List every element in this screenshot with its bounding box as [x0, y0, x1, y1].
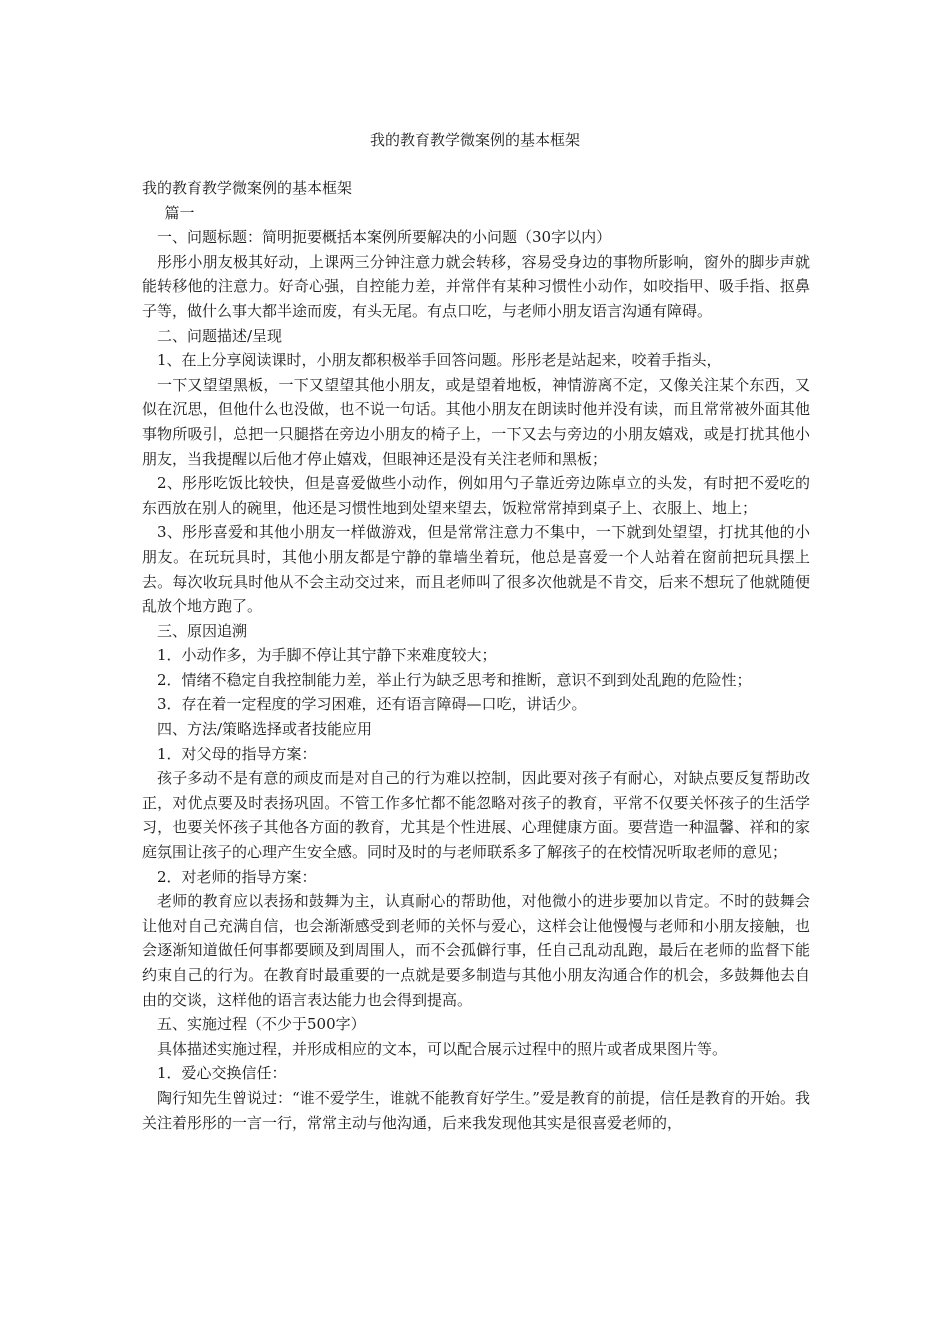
section-5-heading: 五、实施过程（不少于500字） — [157, 1015, 366, 1034]
section-4-heading: 四、方法/策略选择或者技能应用 — [157, 720, 373, 739]
document-title: 我的教育教学微案例的基本框架 — [369, 131, 580, 149]
section-2-paragraph-2: 一下又望望黑板，一下又望望其他小朋友，或是望着地板，神情游离不定，又像关注某个东西，又似在沉思，但他什么也没做，也不说一句话。其他小朋友在朗读时他并没有读，而且常常被外面其他事物所吸引，总把一只腿搭在旁边小朋友的椅子上，一下又去与旁边的小朋友嬉戏，或是打扰其他小朋友，当我提醒以后他才停止嬉戏，但眼神还是没有关注老师和黑板； — [142, 375, 810, 468]
section-2-paragraph-1: 1、在上分享阅读课时，小朋友都积极举手回答问题。彤彤老是站起来，咬着手指头， — [157, 351, 722, 370]
document-heading: 我的教育教学微案例的基本框架 — [142, 179, 353, 197]
part-label: 篇一 — [164, 203, 195, 222]
section-5-paragraph-2: 陶行知先生曾说过：“谁不爱学生，谁就不能教育好学生。”爱是教育的前提，信任是教育的开始。我关注着彤彤的一言一行，常常主动与他沟通，后来我发现他其实是很喜爱老师的， — [142, 1088, 810, 1132]
section-3-item-3: 3．存在着一定程度的学习困难，还有语言障碍—口吃，讲话少。 — [157, 695, 587, 714]
section-5-subheading-1: 1．爱心交换信任： — [157, 1064, 287, 1083]
section-1-heading: 一、问题标题：简明扼要概括本案例所要解决的小问题（30字以内） — [157, 228, 612, 247]
section-2-heading: 二、问题描述/呈现 — [157, 326, 283, 345]
section-3-item-2: 2．情绪不稳定自我控制能力差，举止行为缺乏思考和推断，意识不到到处乱跑的危险性； — [157, 670, 752, 689]
section-3-heading: 三、原因追溯 — [157, 621, 248, 640]
section-3-item-1: 1．小动作多，为手脚不停让其宁静下来难度较大； — [157, 646, 497, 665]
section-4-subheading-2: 2．对老师的指导方案： — [157, 867, 317, 886]
section-2-paragraph-3: 2、彤彤吃饭比较快，但是喜爱做些小动作，例如用勺子靠近旁边陈卓立的头发，有时把不爱吃的东西放在别人的碗里，他还是习惯性地到处望来望去，饭粒常常掉到桌子上、衣服上、地上； — [142, 474, 810, 517]
section-2-paragraph-4: 3、彤彤喜爱和其他小朋友一样做游戏，但是常常注意力不集中，一下就到处望望，打扰其他的小朋友。在玩玩具时，其他小朋友都是宁静的靠墙坐着玩，他总是喜爱一个人站着在窗前把玩具摆上去。每次收玩具时他从不会主动交过来，而且老师叫了很多次他就是不肯交，后来不想玩了他就随便乱放个地方跑了。 — [142, 523, 810, 616]
section-4-subheading-1: 1．对父母的指导方案： — [157, 744, 317, 763]
section-4-paragraph-2: 老师的教育应以表扬和鼓舞为主，认真耐心的帮助他，对他微小的进步要加以肯定。不时的鼓舞会让他对自己充满自信，也会渐渐感受到老师的关怀与爱心，这样会让他慢慢与老师和小朋友接触，也会逐渐知道做任何事都要顾及到周围人，而不会孤僻行事，任自己乱动乱跑，最后在老师的监督下能约束自己的行为。在教育时最重要的一点就是要多制造与其他小朋友沟通合作的机会，多鼓舞他去自由的交谈，这样他的语言表达能力也会得到提高。 — [142, 892, 810, 1009]
section-5-paragraph-1: 具体描述实施过程，并形成相应的文本，可以配合展示过程中的照片或者成果图片等。 — [157, 1039, 728, 1058]
section-1-paragraph: 彤彤小朋友极其好动，上课两三分钟注意力就会转移，容易受身边的事物所影响，窗外的脚步声就能转移他的注意力。好奇心强，自控能力差，并常伴有某种习惯性小动作，如咬指甲、吸手指、抠鼻子等，做什么事大都半途而废，有头无尾。有点口吃，与老师小朋友语言沟通有障碍。 — [142, 252, 810, 320]
section-4-paragraph-1: 孩子多动不是有意的顽皮而是对自己的行为难以控制，因此要对孩子有耐心，对缺点要反复帮助改正，对优点要及时表扬巩固。不管工作多忙都不能忽略对孩子的教育，平常不仅要关怀孩子的生活学习，也要关怀孩子其他各方面的教育，尤其是个性进展、心理健康方面。要营造一种温馨、祥和的家庭氛围让孩子的心理产生安全感。同时及时的与老师联系多了解孩子的在校情况听取老师的意见； — [142, 769, 810, 862]
document-body — [142, 176, 810, 1135]
